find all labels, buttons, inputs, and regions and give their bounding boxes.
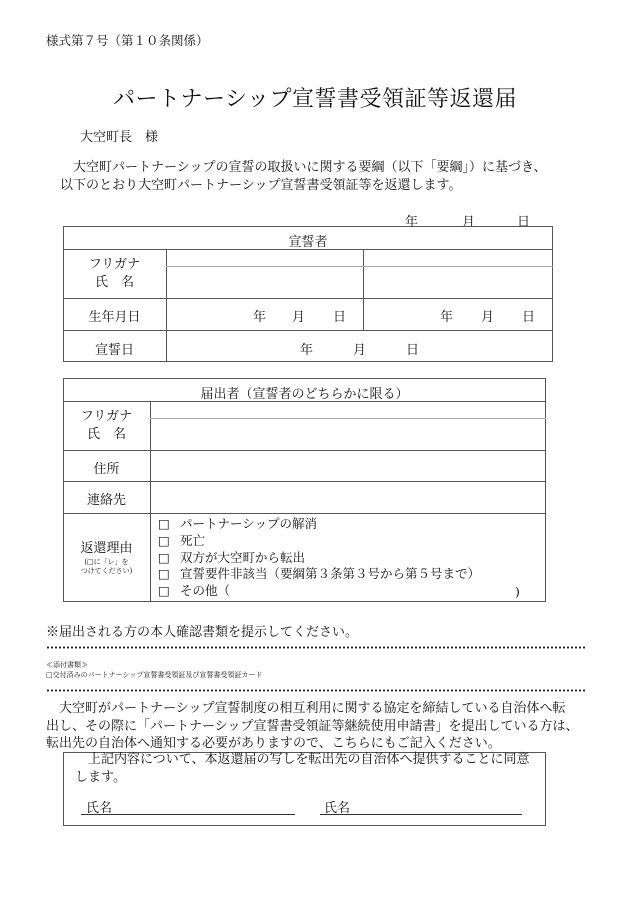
reason-option-moved-out[interactable]: □ 双方が大空町から転出 xyxy=(158,549,306,565)
filer-furigana-label: フリガナ xyxy=(80,409,133,424)
reason-label: 返還理由 xyxy=(80,541,133,556)
declarant-2-name-field[interactable] xyxy=(364,250,552,297)
submission-year: 年 xyxy=(405,215,419,230)
checkbox[interactable]: □ xyxy=(158,566,170,582)
birth-year-2: 年 xyxy=(440,310,454,325)
reason-option-dissolution[interactable]: □ パートナーシップの解消 xyxy=(158,516,318,531)
oath-day: 日 xyxy=(406,343,420,358)
reason-note-1: (□に「レ」を xyxy=(84,558,129,566)
submission-day: 日 xyxy=(517,215,531,230)
dotted-divider-2 xyxy=(46,689,586,692)
addressee: 大空町長 様 xyxy=(80,130,159,145)
reason-option-death[interactable]: □ 死亡 xyxy=(158,532,206,548)
signature-name-label-2: 氏名 xyxy=(324,801,351,816)
signature-name-label-1: 氏名 xyxy=(86,801,113,816)
consent-line-2: します。 xyxy=(75,770,126,785)
oath-date-field[interactable] xyxy=(167,331,552,361)
checkbox[interactable]: □ xyxy=(158,583,170,599)
reason-option-other[interactable]: □ その他（ xyxy=(158,583,231,599)
declarants-name-label xyxy=(63,256,166,292)
transfer-line-2: 出し、その際に「パートナーシップ宣誓書受領証等継続使用申請書」を提出している方は、 xyxy=(46,718,579,734)
address-field[interactable] xyxy=(151,451,545,480)
birth-month-1: 月 xyxy=(292,310,306,325)
birthdate-label: 生年月日 xyxy=(88,310,141,325)
filer-name-label xyxy=(63,408,150,444)
signature-line-1[interactable] xyxy=(81,814,295,815)
oath-date-label: 宣誓日 xyxy=(94,343,134,358)
declarant-2-birthdate-field[interactable] xyxy=(364,299,552,329)
birth-year-1: 年 xyxy=(253,310,267,325)
contact-field[interactable] xyxy=(151,482,545,512)
filer-name-text: 氏 名 xyxy=(86,427,126,442)
form-number: 様式第７号（第１０条関係） xyxy=(46,33,209,48)
reason-option-ineligible[interactable]: □ 宣誓要件非該当（要綱第３条第３号から第５号まで） xyxy=(158,566,481,582)
submission-month: 月 xyxy=(462,215,476,230)
declarant-1-name-field[interactable] xyxy=(167,250,362,297)
transfer-notice xyxy=(46,700,591,753)
reason-label-block xyxy=(63,540,150,576)
consent-line-1: 上記内容について、本返還届の写しを転出先の自治体へ提供することに同意 xyxy=(88,752,530,767)
birth-month-2: 月 xyxy=(481,310,495,325)
name-label: 氏 名 xyxy=(94,275,134,290)
oath-month: 月 xyxy=(353,343,367,358)
address-label: 住所 xyxy=(93,462,120,477)
intro-paragraph xyxy=(60,159,580,195)
checkbox[interactable]: □ xyxy=(158,532,170,548)
furigana-label: フリガナ xyxy=(88,257,141,272)
consent-text xyxy=(75,751,545,787)
filer-table-header: 届出者（宣誓者のどちらかに限る） xyxy=(200,387,409,402)
page-title: パートナーシップ宣誓書受領証等返還届 xyxy=(112,87,518,112)
birth-day-2: 日 xyxy=(522,310,536,325)
id-notice: ※届出される方の本人確認書類を提示してください。 xyxy=(46,625,359,640)
oath-year: 年 xyxy=(300,343,314,358)
other-reason-close-paren: ) xyxy=(515,584,520,599)
intro-line-1: 大空町パートナーシップの宣誓の取扱いに関する要綱（以下「要綱」）に基づき、 xyxy=(73,160,547,175)
checkbox[interactable]: □ xyxy=(158,516,170,531)
transfer-line-1: 大空町がパートナーシップ宣誓制度の相互利用に関する協定を締結している自治体へ転 xyxy=(59,701,566,716)
declarant-1-birthdate-field[interactable] xyxy=(167,299,362,329)
checkbox[interactable]: □ xyxy=(158,549,170,565)
filer-name-field[interactable] xyxy=(151,402,545,449)
contact-label: 連絡先 xyxy=(86,493,126,508)
attachments-heading: ≪添付書類≫ xyxy=(46,661,88,669)
transfer-line-3: 転出先の自治体へ通知する必要がありますので、こちらにもご記入ください。 xyxy=(46,736,501,751)
attachments xyxy=(46,660,262,680)
attachments-item: □交付済みのパートナーシップ宣誓書受領証及び宣誓書受領証カード xyxy=(46,671,263,679)
signature-line-2[interactable] xyxy=(320,814,522,815)
reason-options xyxy=(158,516,480,600)
intro-line-2: 以下のとおり大空町パートナーシップ宣誓書受領証等を返還します。 xyxy=(60,178,462,193)
birth-day-1: 日 xyxy=(333,310,347,325)
declarants-table-header: 宣誓者 xyxy=(288,235,328,250)
reason-note-2: つけてください) xyxy=(80,567,133,575)
dotted-divider-1 xyxy=(46,646,586,649)
